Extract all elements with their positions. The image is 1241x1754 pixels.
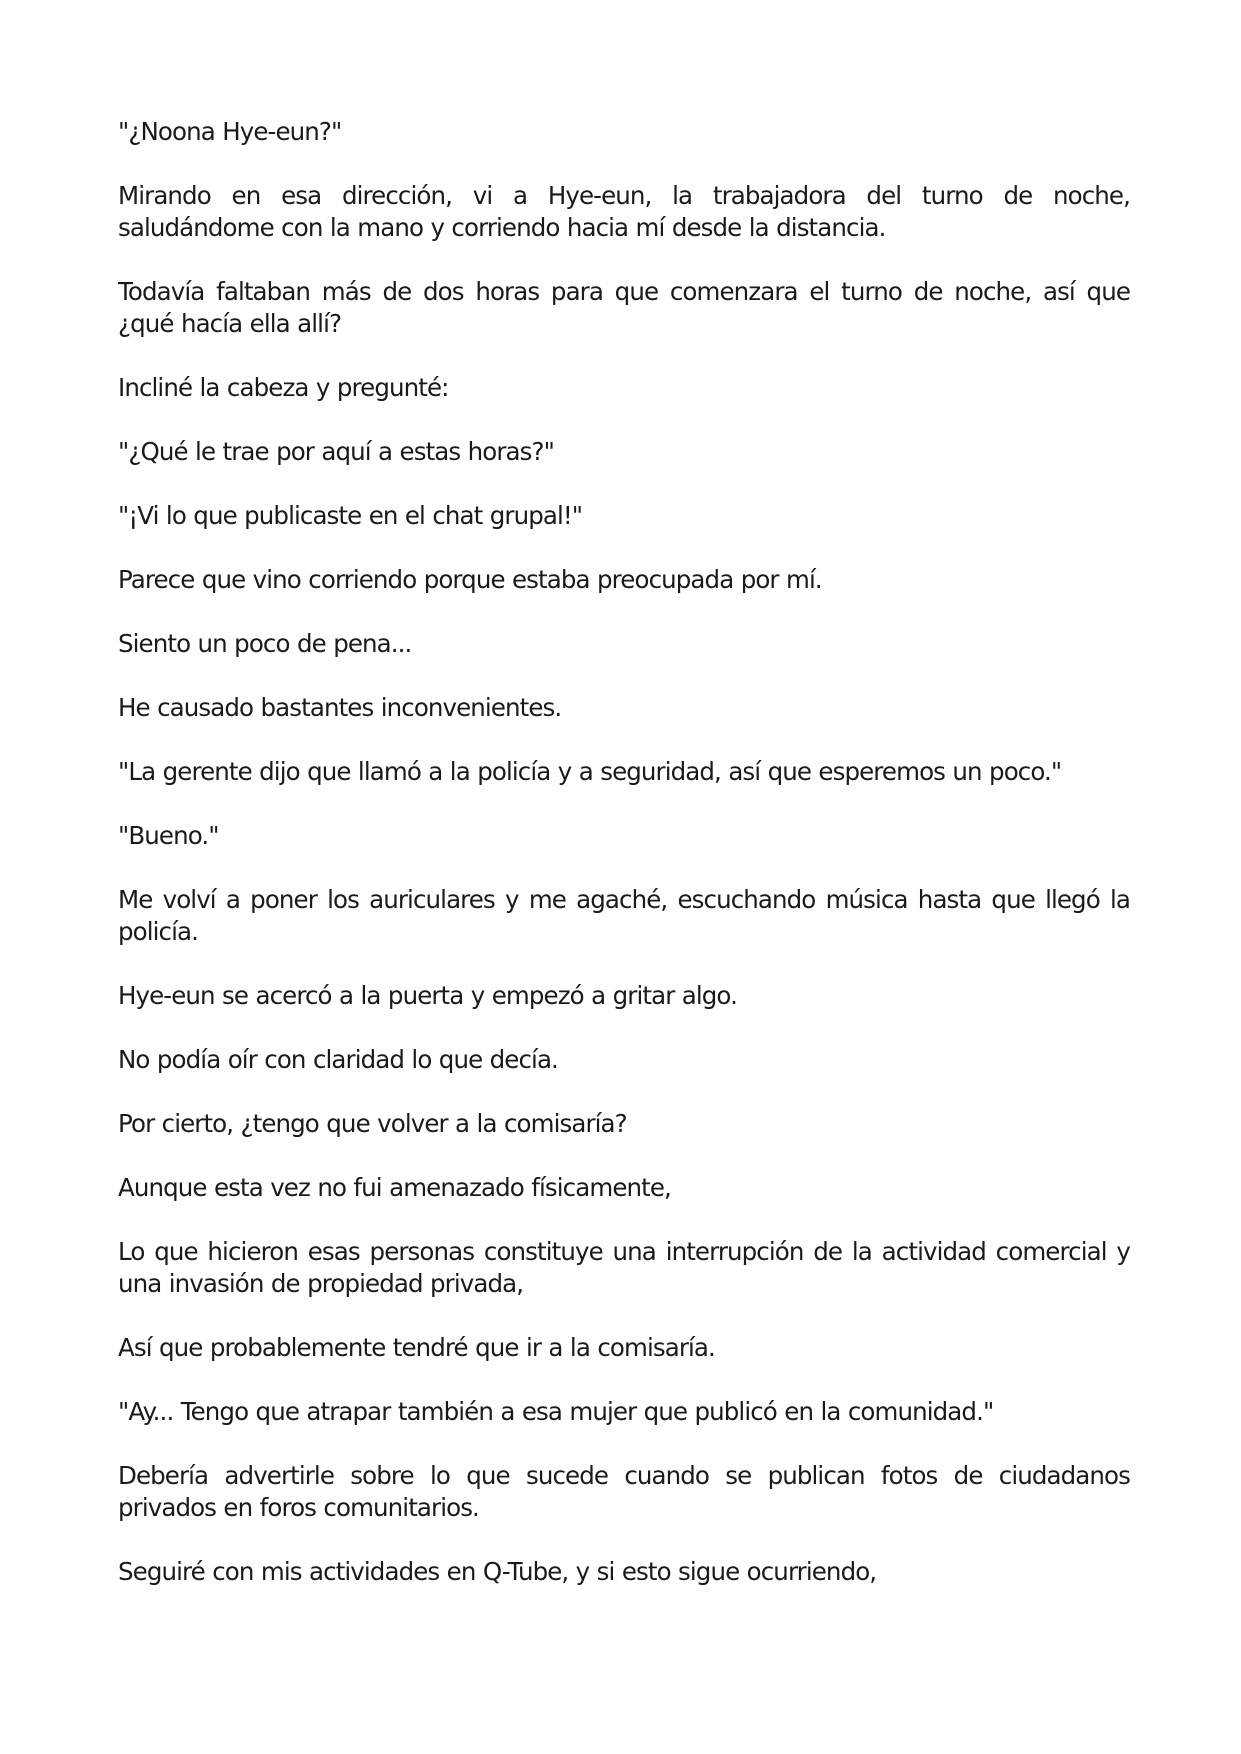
paragraph: Aunque esta vez no fui amenazado físicamente, [118, 1173, 671, 1202]
paragraph: Seguiré con mis actividades en Q-Tube, y si esto sigue ocurriendo, [118, 1557, 877, 1586]
paragraph: Por cierto, ¿tengo que volver a la comisaría? [118, 1109, 627, 1138]
document-body [118, 116, 1130, 1620]
paragraph: Debería advertirle sobre lo que sucede cuando se publican fotos de ciudadanos privados en foros comunitarios. [118, 1461, 1130, 1522]
paragraph: Siento un poco de pena... [118, 629, 412, 658]
paragraph: "¿Qué le trae por aquí a estas horas?" [118, 437, 555, 466]
paragraph: Hye-eun se acercó a la puerta y empezó a gritar algo. [118, 981, 737, 1010]
paragraph: "Bueno." [118, 821, 219, 850]
paragraph: Mirando en esa dirección, vi a Hye-eun, la trabajadora del turno de noche, saludándome con la mano y corriendo hacia mí desde la distancia. [118, 181, 1130, 242]
paragraph: "¡Vi lo que publicaste en el chat grupal!" [118, 501, 583, 530]
paragraph: Parece que vino corriendo porque estaba preocupada por mí. [118, 565, 822, 594]
paragraph: Lo que hicieron esas personas constituye una interrupción de la actividad comercial y una invasión de propiedad privada, [118, 1237, 1130, 1298]
paragraph: "Ay... Tengo que atrapar también a esa mujer que publicó en la comunidad." [118, 1397, 994, 1426]
paragraph: Todavía faltaban más de dos horas para que comenzara el turno de noche, así que ¿qué hacía ella allí? [118, 277, 1130, 338]
paragraph: No podía oír con claridad lo que decía. [118, 1045, 558, 1074]
paragraph: "¿Noona Hye-eun?" [118, 117, 342, 146]
paragraph: He causado bastantes inconvenientes. [118, 693, 562, 722]
paragraph: "La gerente dijo que llamó a la policía y a seguridad, así que esperemos un poco." [118, 757, 1062, 786]
paragraph: Me volví a poner los auriculares y me agaché, escuchando música hasta que llegó la policía. [118, 885, 1130, 946]
paragraph: Incliné la cabeza y pregunté: [118, 373, 449, 402]
paragraph: Así que probablemente tendré que ir a la comisaría. [118, 1333, 715, 1362]
